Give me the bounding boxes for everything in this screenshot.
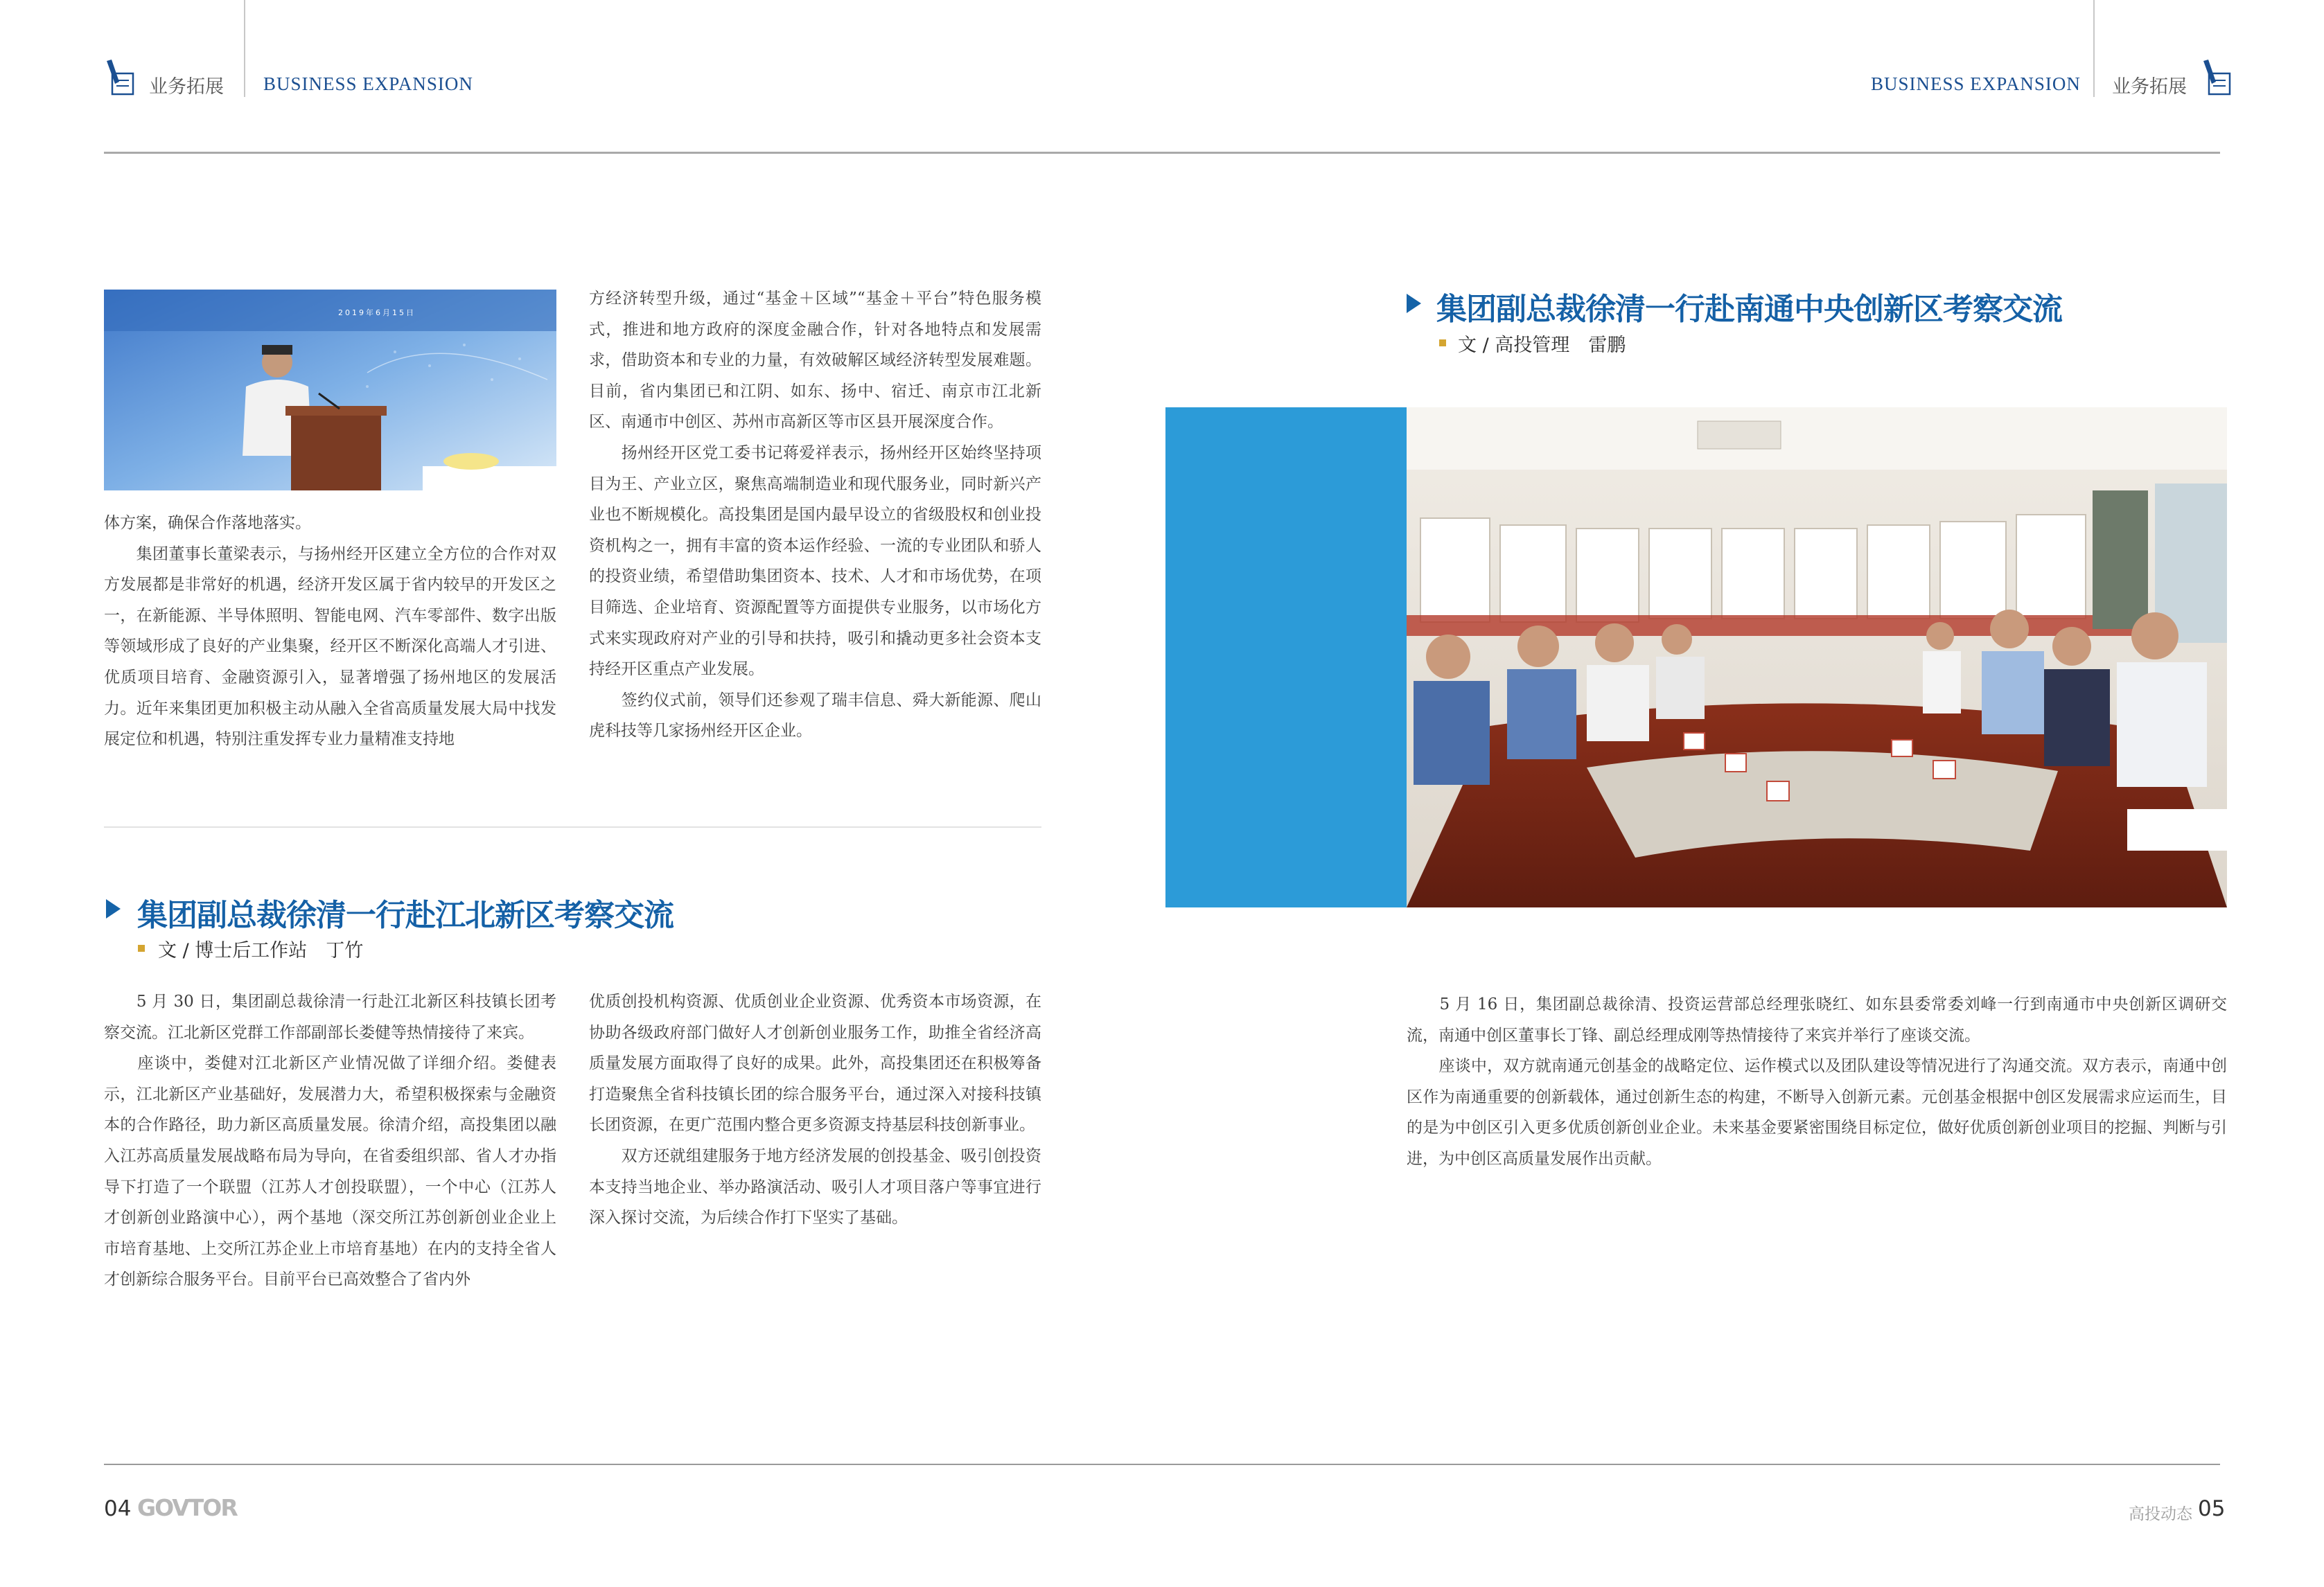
paragraph: 5 月 30 日，集团副总裁徐清一行赴江北新区科技镇长团考察交流。江北新区党群工作部副部长娄健等热情接待了来宾。	[104, 993, 556, 1042]
left-top-column-1	[104, 508, 556, 755]
pen-notebook-icon	[2201, 58, 2234, 98]
jiangbei-column-2	[589, 986, 1041, 1234]
triangle-bullet-icon	[106, 899, 121, 919]
page-number-left: 04	[104, 1496, 132, 1521]
footer-rule	[104, 1464, 2220, 1465]
article-byline-jiangbei: 文 / 博士后工作站 丁竹	[158, 940, 364, 961]
article-title-nantong: 集团副总裁徐清一行赴南通中央创新区考察交流	[1436, 292, 2062, 327]
header-rule	[104, 152, 2220, 154]
header-section-cn-right: 业务拓展	[2112, 76, 2187, 98]
triangle-bullet-icon	[1407, 294, 1421, 313]
header-divider-left	[244, 0, 245, 97]
paragraph: 座谈中，娄健对江北新区产业情况做了详细介绍。娄健表示，江北新区产业基础好，发展潜力大，希望积极探索与金融资本的合作路径，助力新区高质量发展。徐清介绍，高投集团以融入江苏高质量发展战略布局为导向，在省委组织部、省人才办指导下打造了一个联盟（江苏人才创投联盟），一个中心（江苏人才创新创业路演中心），两个基地（深交所江苏创新创业企业上市培育基地、上交所江苏企业上市培育基地）在内的支持全省人才创新综合服务平台。目前平台已高效整合了省内外	[104, 1054, 556, 1289]
left-top-column-2	[589, 283, 1041, 747]
paragraph: 5 月 16 日，集团副总裁徐清、投资运营部总经理张晓红、如东县委常委刘峰一行到南通市中央创新区调研交流，南通中创区董事长丁锋、副总经理成刚等热情接待了来宾并举行了座谈交流。	[1407, 995, 2227, 1045]
header-section-cn-left: 业务拓展	[149, 76, 224, 98]
section-divider	[104, 826, 1041, 828]
govtor-logo: GOVTOR	[137, 1494, 237, 1521]
header-section-en-right: BUSINESS EXPANSION	[1871, 73, 2081, 94]
photo-date-caption: 2019年6月15日	[338, 308, 416, 317]
paragraph: 签约仪式前，领导们还参观了瑞丰信息、舜大新能源、爬山虎科技等几家扬州经开区企业。	[589, 691, 1041, 741]
article-byline-nantong: 文 / 高投管理 雷鹏	[1458, 335, 1626, 356]
paragraph: 优质创投机构资源、优质创业企业资源、优秀资本市场资源，在协助各级政府部门做好人才创新创业服务工作，助推全省经济高质量发展方面取得了良好的成果。此外，高投集团还在积极筹备打造聚焦全省科技镇长团的综合服务平台，通过深入对接科技镇长团资源，在更广范围内整合更多资源支持基层科技创新事业。	[589, 993, 1041, 1135]
paragraph: 方经济转型升级，通过“基金＋区域”“基金＋平台”特色服务模式，推进和地方政府的深度金融合作，针对各地特点和发展需求，借助资本和专业的力量，有效破解区域经济转型发展难题。目前，省内集团已和江阴、如东、扬中、宿迁、南京市江北新区、南通市中创区、苏州市高新区等市区县开展深度合作。	[589, 290, 1041, 432]
speech-photo	[104, 290, 556, 490]
byline-dot	[1439, 339, 1446, 346]
paragraph: 双方还就组建服务于地方经济发展的创投基金、吸引创投资本支持当地企业、举办路演活动、吸引人才项目落户等事宜进行深入探讨交流，为后续合作打下坚实了基础。	[589, 1146, 1041, 1227]
paragraph: 集团董事长董梁表示，与扬州经开区建立全方位的合作对双方发展都是非常好的机遇，经济开发区属于省内较早的开发区之一，在新能源、半导体照明、智能电网、汽车零部件、数字出版等领域形成了良好的产业集聚，经开区不断深化高端人才引进、优质项目培育、金融资源引入，显著增强了扬州地区的发展活力。近年来集团更加积极主动从融入全省高质量发展大局中找发展定位和机遇，特别注重发挥专业力量精准支持地	[104, 544, 556, 749]
paragraph: 扬州经开区党工委书记蒋爱祥表示，扬州经开区始终坚持项目为王、产业立区，聚焦高端制造业和现代服务业，同时新兴产业也不断规模化。高投集团是国内最早设立的省级股权和创业投资机构之一，拥有丰富的资本运作经验、一流的专业团队和骄人的投资业绩，希望借助集团资本、技术、人才和市场优势，在项目筛选、企业培育、资源配置等方面提供专业服务，以市场化方式来实现政府对产业的引导和扶持，吸引和撬动更多社会资本支持经开区重点产业发展。	[589, 443, 1041, 679]
accent-blue-block	[1165, 407, 1407, 907]
pen-notebook-icon	[104, 58, 137, 98]
page-number-right: 05	[2198, 1496, 2226, 1521]
meeting-photo	[1407, 407, 2227, 907]
article-title-jiangbei: 集团副总裁徐清一行赴江北新区考察交流	[137, 898, 674, 933]
byline-dot	[138, 945, 145, 952]
nantong-body	[1407, 989, 2227, 1175]
header-divider-right	[2093, 0, 2095, 97]
jiangbei-column-1	[104, 986, 556, 1295]
paragraph: 体方案，确保合作落地落实。	[104, 514, 311, 532]
header-section-en-left: BUSINESS EXPANSION	[263, 73, 473, 94]
paragraph: 座谈中，双方就南通元创基金的战略定位、运作模式以及团队建设等情况进行了沟通交流。双方表示，南通中创区作为南通重要的创新载体，通过创新生态的构建，不断导入创新元素。元创基金根据中创区发展需求应运而生，目的是为中创区引入更多优质创新创业企业。未来基金要紧密围绕目标定位，做好优质创新创业项目的挖掘、判断与引进，为中创区高质量发展作出贡献。	[1407, 1057, 2227, 1168]
footer-section-label: 高投动态	[2129, 1505, 2192, 1523]
